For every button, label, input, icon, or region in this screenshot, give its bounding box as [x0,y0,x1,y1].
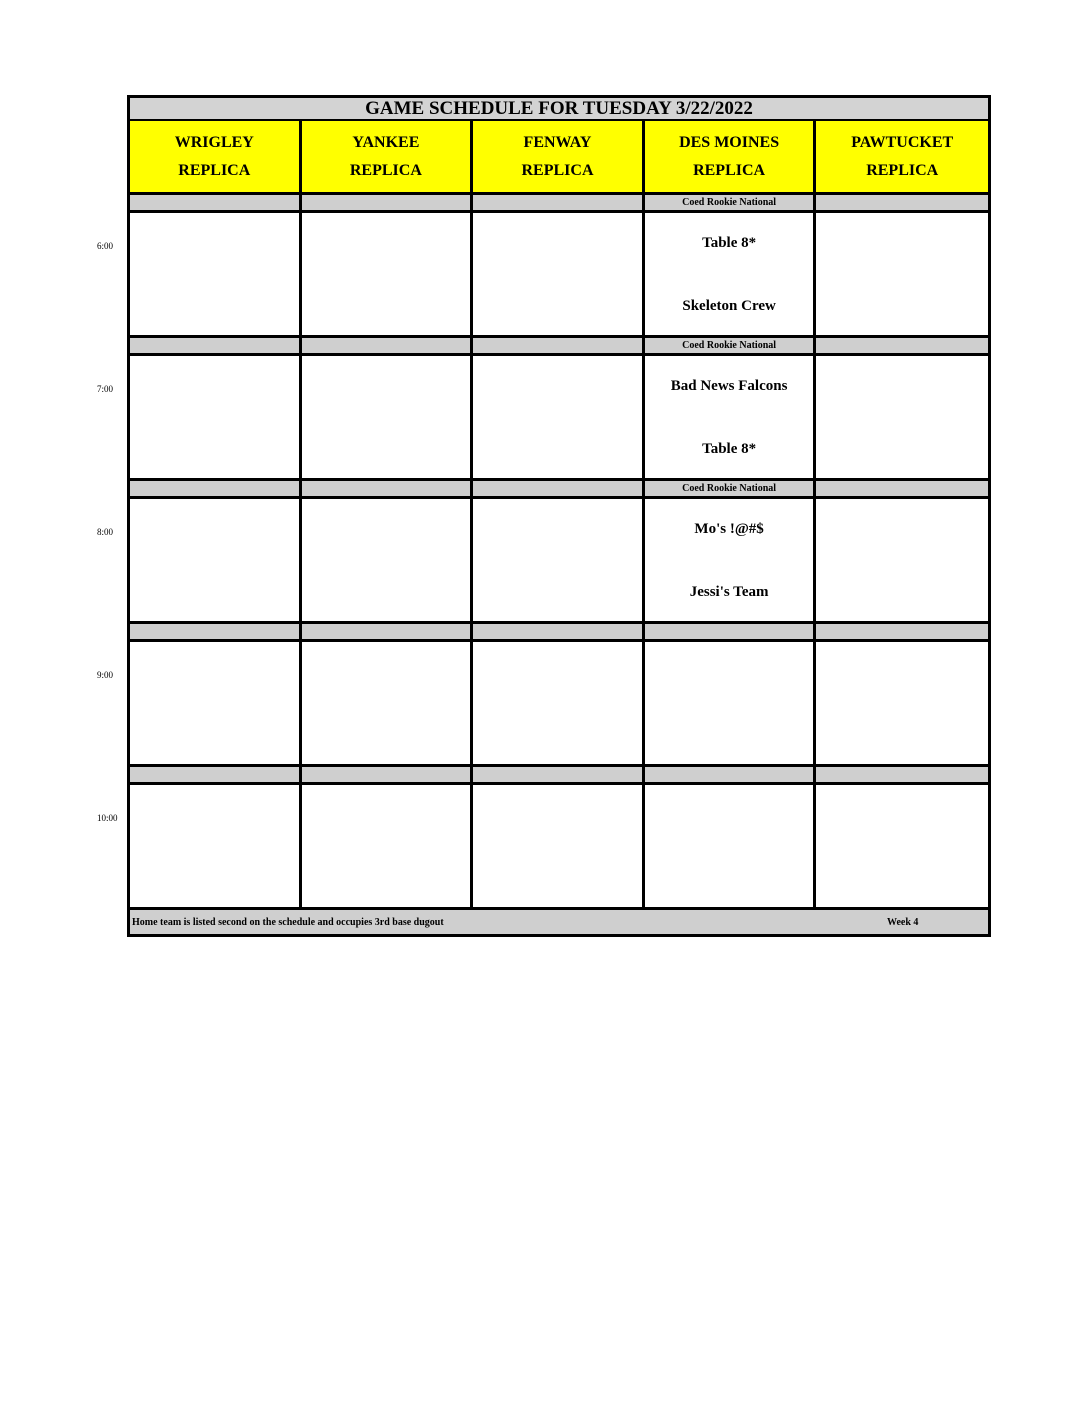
time-slot-block [97,624,991,767]
field-type: REPLICA [866,161,939,179]
home-team: Skeleton Crew [682,298,776,314]
division-label [816,767,988,785]
game-cell [302,356,474,481]
game-cell [816,213,988,338]
field-name: FENWAY [523,133,592,151]
game-cell [473,642,645,767]
time-slot-block [97,481,991,624]
division-row [127,767,991,785]
schedule-title: GAME SCHEDULE FOR TUESDAY 3/22/2022 [127,95,991,121]
division-label [130,195,302,213]
game-cell [816,499,988,624]
division-label [302,624,474,642]
division-label [816,624,988,642]
game-cell [130,213,302,338]
schedule-sheet [97,95,991,937]
division-row [127,195,991,213]
schedule-footer [127,910,991,937]
game-cell [816,642,988,767]
field-header-row [127,121,991,195]
time-label: 8:00 [97,527,114,537]
game-cell [473,213,645,338]
field-header [302,121,474,195]
game-cell [302,499,474,624]
division-label [130,338,302,356]
division-label [473,195,645,213]
division-label [130,481,302,499]
game-cell [302,642,474,767]
time-slot-block [97,195,991,338]
away-team: Mo's !@#$ [694,521,764,537]
division-label [473,481,645,499]
field-type: REPLICA [178,161,251,179]
game-cell [302,213,474,338]
division-label: Coed Rookie National [645,195,817,213]
game-cell [645,499,817,624]
game-row [127,213,991,338]
home-team: Table 8* [702,441,757,457]
game-row [127,499,991,624]
game-cell [645,642,817,767]
time-label: 10:00 [97,813,118,823]
division-label [302,195,474,213]
division-row [127,481,991,499]
division-label: Coed Rookie National [645,338,817,356]
field-header [130,121,302,195]
field-name: YANKEE [352,133,420,151]
division-label [302,481,474,499]
game-cell [473,785,645,910]
time-slots [97,195,991,910]
field-name: DES MOINES [679,133,780,151]
division-label [302,338,474,356]
division-label [816,338,988,356]
game-cell [816,785,988,910]
time-label: 9:00 [97,670,114,680]
division-label [130,767,302,785]
game-cell [645,356,817,481]
division-label [645,767,817,785]
division-label: Coed Rookie National [645,481,817,499]
game-row [127,785,991,910]
game-cell [473,499,645,624]
division-label [645,624,817,642]
field-header [816,121,988,195]
week-label: Week 4 [887,916,919,928]
game-cell [130,785,302,910]
division-label [473,338,645,356]
game-row [127,642,991,767]
division-label [473,767,645,785]
division-label [816,195,988,213]
field-type: REPLICA [521,161,594,179]
field-header [473,121,645,195]
time-label: 6:00 [97,241,114,251]
division-label [816,481,988,499]
away-team: Table 8* [702,235,757,251]
time-slot-block [97,767,991,910]
field-header [645,121,817,195]
division-label [302,767,474,785]
home-team: Jessi's Team [689,584,769,600]
division-row [127,624,991,642]
field-name: PAWTUCKET [851,133,954,151]
field-type: REPLICA [349,161,422,179]
division-label [473,624,645,642]
game-cell [130,499,302,624]
time-label: 7:00 [97,384,114,394]
field-name: WRIGLEY [174,133,254,151]
game-cell [645,213,817,338]
game-cell [130,356,302,481]
game-cell [473,356,645,481]
time-slot-block [97,338,991,481]
division-row [127,338,991,356]
away-team: Bad News Falcons [670,378,788,394]
game-row [127,356,991,481]
home-team-note: Home team is listed second on the schedule and occupies 3rd base dugout [132,916,444,928]
division-label [130,624,302,642]
game-cell [645,785,817,910]
game-cell [130,642,302,767]
game-cell [816,356,988,481]
field-type: REPLICA [693,161,766,179]
game-cell [302,785,474,910]
